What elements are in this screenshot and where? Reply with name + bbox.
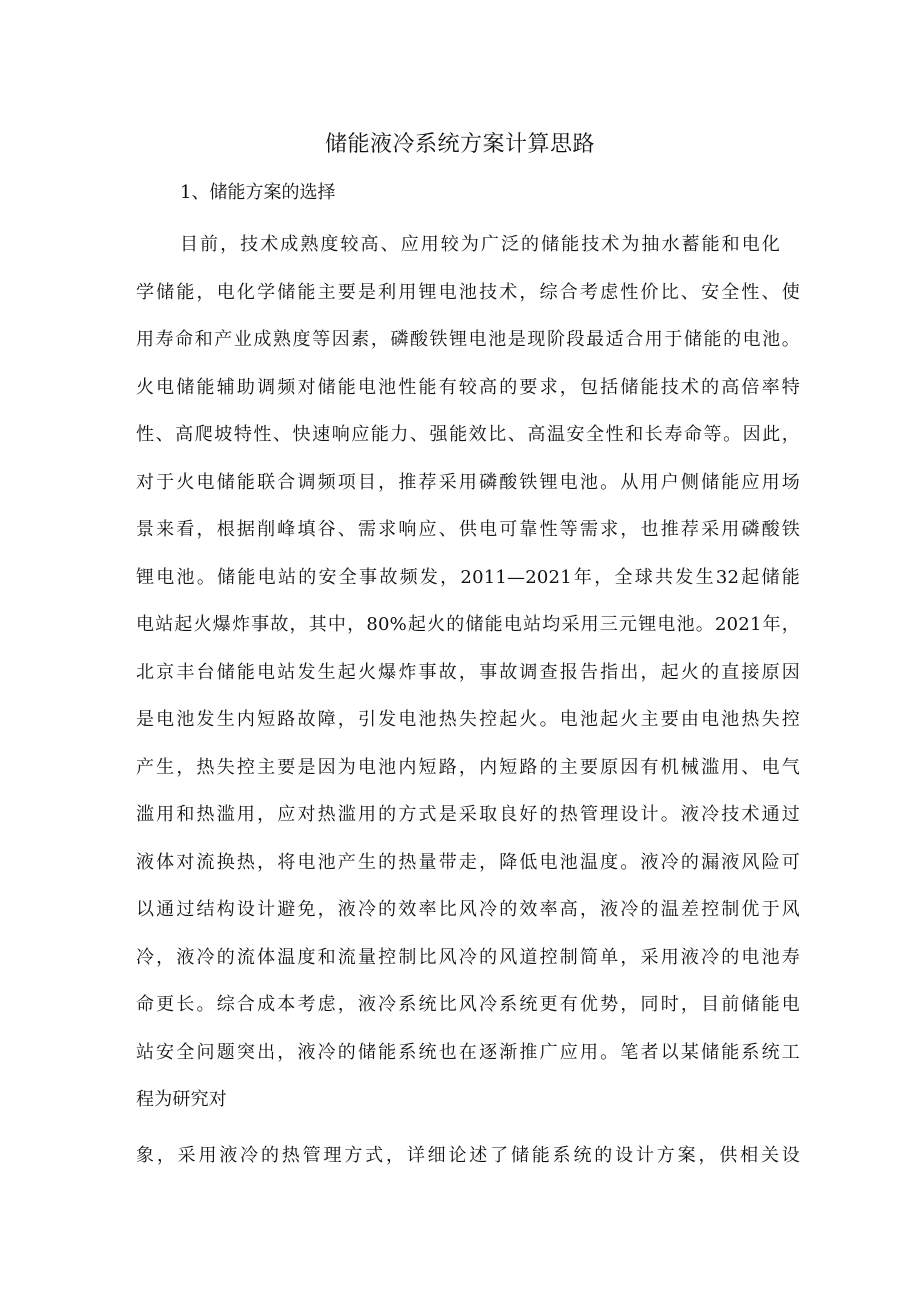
- paragraph-line: 火电储能辅助调频对储能电池性能有较高的要求，包括储能技术的高倍率特: [136, 377, 800, 398]
- paragraph-line: 液体对流换热，将电池产生的热量带走，降低电池温度。液冷的漏液风险可: [136, 852, 800, 873]
- paragraph-line: 程为研究对: [136, 1089, 227, 1110]
- document-title: 储能液冷系统方案计算思路: [324, 132, 595, 157]
- paragraph-line: 性、高爬坡特性、快速响应能力、强能效比、高温安全性和长寿命等。因此，: [136, 424, 800, 445]
- paragraph-line: 产生，热失控主要是因为电池内短路，内短路的主要原因有机械滥用、电气: [136, 757, 800, 778]
- paragraph-line: 站安全问题突出，液冷的储能系统也在逐渐推广应用。笔者以某储能系统工: [136, 1042, 800, 1063]
- paragraph-line: 命更长。综合成本考虑，液冷系统比风冷系统更有优势，同时，目前储能电: [136, 994, 800, 1015]
- paragraph-line: 锂电池。储能电站的安全事故频发，2011—2021年，全球共发生32起储能: [136, 567, 800, 588]
- paragraph-line: 对于火电储能联合调频项目，推荐采用磷酸铁锂电池。从用户侧储能应用场: [136, 472, 800, 493]
- paragraph-line: 北京丰台储能电站发生起火爆炸事故，事故调查报告指出，起火的直接原因: [136, 662, 800, 683]
- paragraph-line: 冷，液冷的流体温度和流量控制比风冷的风道控制简单，采用液冷的电池寿: [136, 947, 800, 968]
- section-heading: 1、储能方案的选择: [180, 182, 336, 203]
- paragraph-line: 景来看，根据削峰填谷、需求响应、供电可靠性等需求，也推荐采用磷酸铁: [136, 519, 800, 540]
- paragraph-line: 是电池发生内短路故障，引发电池热失控起火。电池起火主要由电池热失控: [136, 709, 800, 730]
- paragraph-line: 滥用和热滥用，应对热滥用的方式是采取良好的热管理设计。液冷技术通过: [136, 804, 800, 825]
- paragraph-line: 以通过结构设计避免，液冷的效率比风冷的效率高，液冷的温差控制优于风: [136, 899, 800, 920]
- paragraph-line: 学储能，电化学储能主要是利用锂电池技术，综合考虑性价比、安全性、使: [136, 282, 800, 303]
- paragraph-line: 目前，技术成熟度较高、应用较为广泛的储能技术为抽水蓄能和电化: [180, 234, 780, 255]
- paragraph-line: 象，采用液冷的热管理方式，详细论述了储能系统的设计方案，供相关设: [136, 1145, 800, 1166]
- paragraph-line: 电站起火爆炸事故，其中，80%起火的储能电站均采用三元锂电池。2021年，: [136, 614, 800, 635]
- paragraph-line: 用寿命和产业成熟度等因素，磷酸铁锂电池是现阶段最适合用于储能的电池。: [136, 329, 800, 350]
